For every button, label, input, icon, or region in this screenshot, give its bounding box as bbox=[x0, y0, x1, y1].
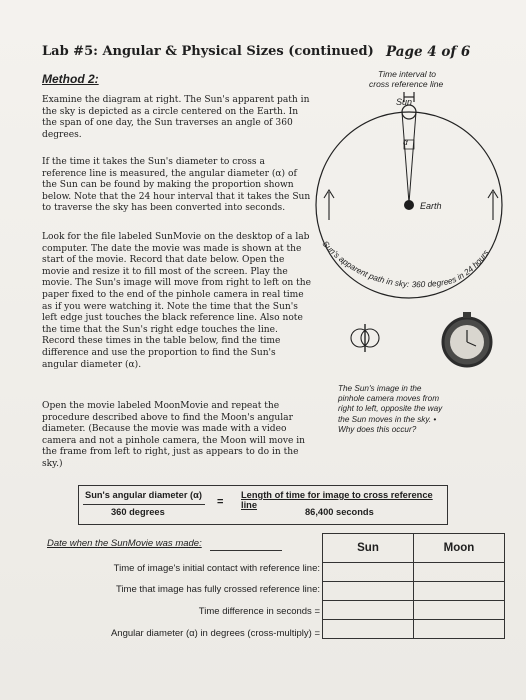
path-label-text: Sun's apparent path in sky: 360 degrees in 24 hours bbox=[320, 238, 491, 290]
paragraph-proportion: If the time it takes the Sun's diameter to cross a reference line is measured, the angular diameter (α) of the Sun can be found by making the proportion shown below. Note that the 24 hour interval that it takes the Sun to traverse the sky has been converted into seconds. bbox=[42, 157, 311, 214]
diagram-caption: The Sun's image in the pinhole camera moves from right to left, opposite the way the Sun moves in the sky. • Why does this occur? bbox=[338, 384, 443, 434]
paragraph-moonmovie: Open the movie labeled MoonMovie and repeat the procedure described above to find the Moon's angular diameter. (Because the movie was made with a video camera and not a pinhole camera, the Moon will move in the frame from left to right, just as appears to do in the sky.) bbox=[42, 401, 305, 469]
cell-moon-angular[interactable] bbox=[414, 620, 505, 639]
angle-line-left bbox=[402, 112, 409, 203]
reference-label-line2: cross reference line bbox=[369, 79, 444, 89]
date-blank-line[interactable] bbox=[210, 550, 282, 551]
cell-moon-initial[interactable] bbox=[414, 563, 505, 582]
formula-left-fraction-bar bbox=[83, 504, 205, 505]
row-label-time-difference: Time difference in seconds = bbox=[198, 606, 320, 617]
pinhole-circle bbox=[351, 329, 369, 347]
row-label-angular-diameter: Angular diameter (α) in degrees (cross-multiply) = bbox=[110, 628, 320, 639]
cell-sun-angular[interactable] bbox=[323, 620, 414, 639]
formula-right-numerator: Length of time for image to cross reference line bbox=[241, 490, 433, 510]
angle-line-right bbox=[409, 112, 416, 203]
earth-dot bbox=[404, 200, 414, 210]
lab-title: Lab #5: Angular & Physical Sizes (continued) bbox=[42, 44, 374, 59]
col-header-sun: Sun bbox=[323, 534, 414, 563]
col-header-moon: Moon bbox=[414, 534, 505, 563]
row-label-fully-crossed: Time that image has fully crossed reference line: bbox=[116, 584, 320, 595]
pinhole-circle-2 bbox=[361, 329, 379, 347]
proportion-formula bbox=[78, 485, 448, 525]
date-label: Date when the SunMovie was made: bbox=[47, 538, 202, 549]
earth-label: Earth bbox=[420, 201, 442, 211]
stopwatch-crown bbox=[463, 312, 471, 318]
row-label-initial-contact: Time of image's initial contact with reference line: bbox=[113, 563, 320, 574]
reference-label-line1: Time interval to bbox=[378, 69, 437, 79]
cell-moon-difference[interactable] bbox=[414, 601, 505, 620]
alpha-label: α bbox=[403, 137, 408, 147]
paragraph-diagram-intro: Examine the diagram at right. The Sun's apparent path in the sky is depicted as a circle centered on the Earth. In the span of one day, the Sun traverses an angle of 360 degrees. bbox=[42, 95, 310, 140]
sun-label: Sun bbox=[396, 97, 413, 107]
cell-sun-difference[interactable] bbox=[323, 601, 414, 620]
formula-left-denominator: 360 degrees bbox=[111, 507, 165, 517]
formula-left-numerator: Sun's angular diameter (α) bbox=[85, 490, 202, 500]
cell-moon-crossed[interactable] bbox=[414, 582, 505, 601]
method-heading: Method 2: bbox=[42, 72, 99, 86]
formula-right-denominator: 86,400 seconds bbox=[305, 507, 374, 517]
formula-equals: = bbox=[217, 496, 224, 508]
path-label bbox=[321, 239, 491, 290]
page-number: Page 4 of 6 bbox=[386, 44, 471, 60]
paragraph-sunmovie: Look for the file labeled SunMovie on the desktop of a lab computer. The date the movie was made is shown at the start of the movie. Record that date below. Open the movie and resize it to fill most of the screen. Play the movie. The Sun's image will move from right to left on the paper fixed to the end of the pinhole camera in real time as if you were watching it. Note the time that the Sun's left edge just touches the black reference line. Also note the time that the Sun's right edge touches the line. Record these times in the table below, find the time difference and use the proportion to find the Sun's angular diameter (α). bbox=[42, 232, 311, 370]
cell-sun-initial[interactable] bbox=[323, 563, 414, 582]
cell-sun-crossed[interactable] bbox=[323, 582, 414, 601]
results-table bbox=[322, 533, 505, 639]
